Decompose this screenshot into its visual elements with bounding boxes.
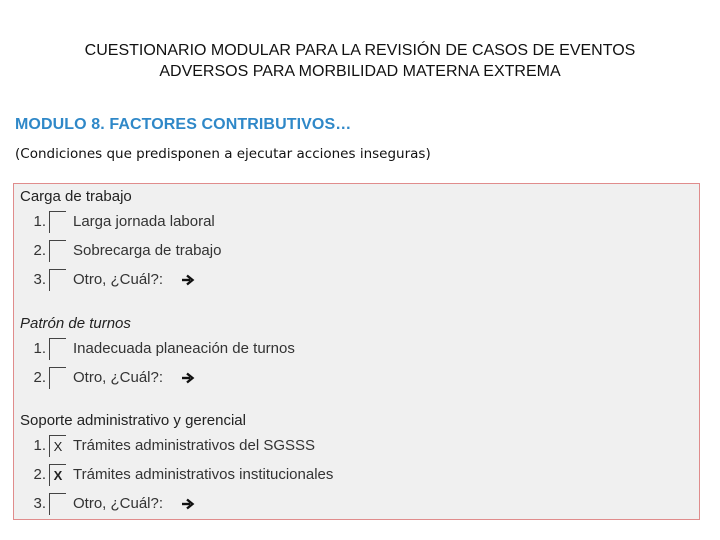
item-number: 1. bbox=[33, 437, 46, 454]
list-item bbox=[20, 489, 333, 518]
checkbox-checked[interactable]: X bbox=[49, 435, 66, 457]
item-label: Otro, ¿Cuál?: bbox=[73, 271, 164, 288]
section-carga-de-trabajo bbox=[20, 187, 221, 294]
item-label: Otro, ¿Cuál?: bbox=[73, 369, 164, 386]
module-subheading: (Condiciones que predisponen a ejecutar acciones inseguras) bbox=[15, 146, 431, 162]
item-label: Larga jornada laboral bbox=[73, 213, 215, 230]
item-number: 1. bbox=[33, 340, 46, 357]
item-label: Sobrecarga de trabajo bbox=[73, 242, 222, 259]
list-item bbox=[20, 265, 221, 294]
item-number: 2. bbox=[33, 242, 46, 259]
item-label: Inadecuada planeación de turnos bbox=[73, 340, 295, 357]
checkbox[interactable] bbox=[49, 367, 66, 389]
module-heading: MODULO 8. FACTORES CONTRIBUTIVOS… bbox=[15, 116, 352, 133]
list-item bbox=[20, 431, 333, 460]
checkbox[interactable] bbox=[49, 338, 66, 360]
section-title: Patrón de turnos bbox=[20, 315, 131, 332]
list-item bbox=[20, 207, 221, 236]
section-title: Carga de trabajo bbox=[20, 188, 132, 205]
questionnaire-panel bbox=[13, 183, 700, 520]
item-number: 2. bbox=[33, 369, 46, 386]
right-arrow-icon bbox=[181, 274, 195, 286]
document-title-line-1: CUESTIONARIO MODULAR PARA LA REVISIÓN DE CASOS DE EVENTOS bbox=[84, 42, 636, 59]
checkbox[interactable] bbox=[49, 240, 66, 262]
item-label: Trámites administrativos institucionales bbox=[73, 466, 334, 483]
section-patron-de-turnos bbox=[20, 314, 295, 392]
item-label: Trámites administrativos del SGSSS bbox=[73, 437, 316, 454]
checkbox[interactable] bbox=[49, 269, 66, 291]
document-title-line-2: ADVERSOS PARA MORBILIDAD MATERNA EXTREMA bbox=[159, 63, 561, 80]
checkbox[interactable] bbox=[49, 211, 66, 233]
section-title: Soporte administrativo y gerencial bbox=[20, 412, 246, 429]
right-arrow-icon bbox=[181, 372, 195, 384]
item-number: 3. bbox=[33, 271, 46, 288]
list-item bbox=[20, 460, 333, 489]
list-item bbox=[20, 236, 221, 265]
document-title bbox=[20, 40, 700, 82]
section-soporte-administrativo bbox=[20, 411, 333, 518]
item-number: 1. bbox=[33, 213, 46, 230]
right-arrow-icon bbox=[181, 498, 195, 510]
item-number: 3. bbox=[33, 495, 46, 512]
item-label: Otro, ¿Cuál?: bbox=[73, 495, 164, 512]
checkbox-checked[interactable]: X bbox=[49, 464, 66, 486]
list-item bbox=[20, 334, 295, 363]
list-item bbox=[20, 363, 295, 392]
item-number: 2. bbox=[33, 466, 46, 483]
checkbox[interactable] bbox=[49, 493, 66, 515]
